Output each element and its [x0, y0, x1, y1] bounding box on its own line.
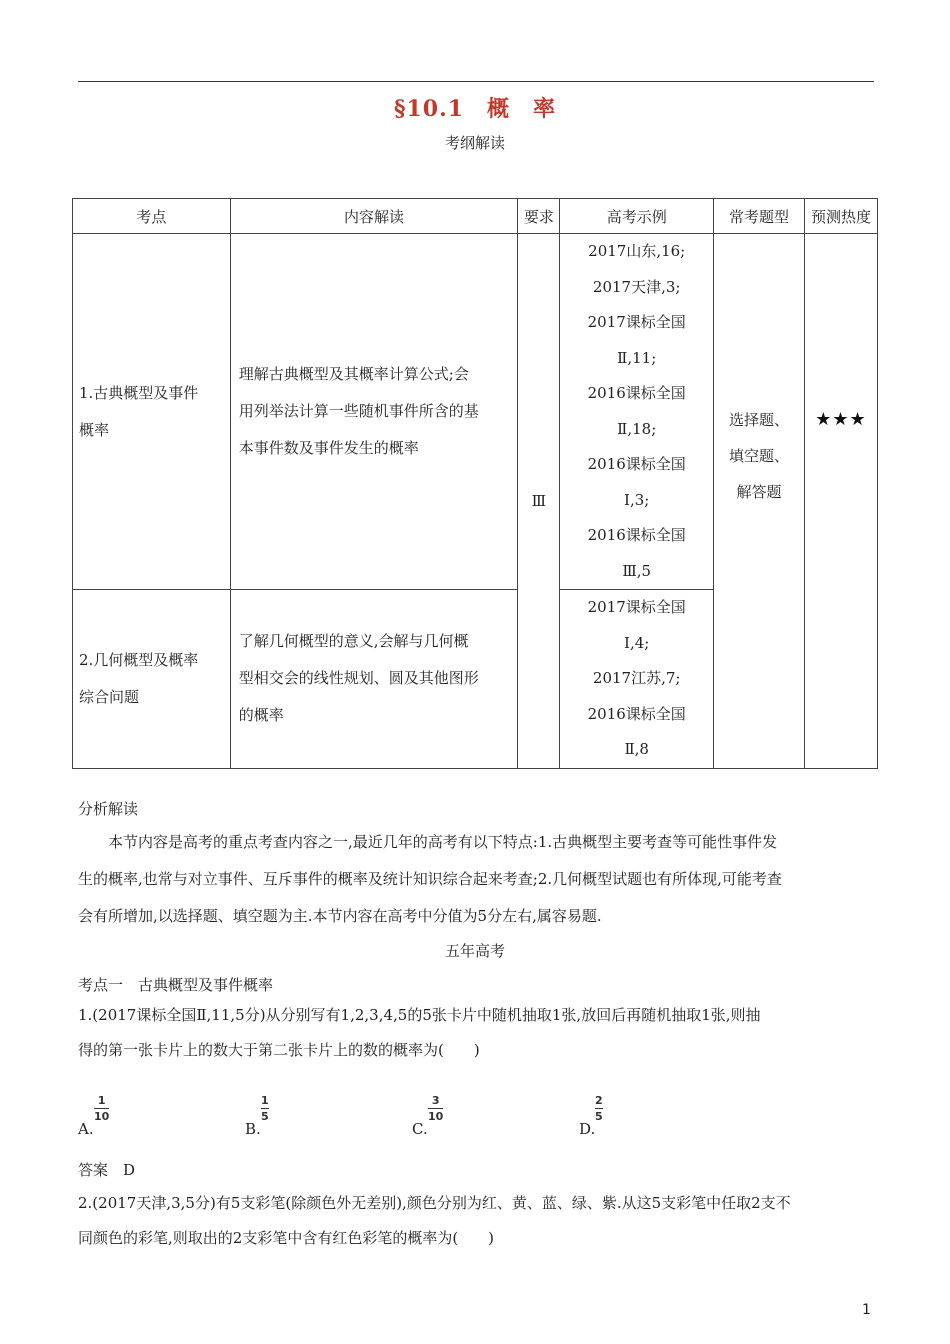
example-line: 2016课标全国 — [587, 526, 686, 544]
description-line: 用列举法计算一些随机事件所含的基 — [238, 402, 479, 420]
topic-line: 2.几何概型及概率 — [79, 650, 199, 669]
top-rule — [78, 81, 874, 82]
fraction-numerator: 1 — [97, 1094, 106, 1107]
description-cell — [230, 234, 518, 590]
examples-cell — [560, 590, 714, 769]
answer-1: 答案 D — [78, 1161, 136, 1179]
question-2 — [78, 1186, 878, 1256]
page-number: 1 — [862, 1302, 871, 1318]
fraction-denominator: 5 — [595, 1110, 603, 1123]
example-line: Ⅰ,4; — [624, 633, 650, 652]
option-label: B. — [245, 1120, 261, 1138]
outline-table — [72, 198, 878, 769]
fraction-numerator: 2 — [595, 1094, 603, 1107]
example-line: 2016课标全国 — [587, 384, 686, 402]
header-examples: 高考示例 — [560, 199, 714, 234]
topic-line: 1.古典概型及事件 — [79, 383, 199, 402]
analysis-line: 会有所增加,以选择题、填空题为主.本节内容在高考中分值为5分左右,属容易题. — [78, 907, 602, 925]
heat-cell — [805, 234, 878, 769]
example-line: Ⅲ,5 — [622, 561, 652, 580]
option-fraction — [428, 1094, 443, 1123]
fraction-bar — [428, 1108, 443, 1109]
option-label: A. — [78, 1120, 94, 1138]
question-line: 2.(2017天津,3,5分)有5支彩笔(除颜色外无差别),颜色分别为红、黄、蓝、绿、紫.从这5支彩笔中任取2支不 — [78, 1194, 791, 1212]
analysis-line: 生的概率,也常与对立事件、互斥事件的概率及统计知识综合起来考查;2.几何概型试题也有所体现,可能考查 — [78, 870, 782, 888]
option-label: D. — [579, 1120, 596, 1138]
example-line: Ⅱ,11; — [617, 348, 657, 367]
question-types-cell — [714, 234, 805, 769]
example-line: Ⅰ,3; — [624, 490, 650, 509]
description-line: 了解几何概型的意义,会解与几何概 — [238, 632, 469, 651]
header-heat: 预测热度 — [805, 199, 878, 234]
question-line: 同颜色的彩笔,则取出的2支彩笔中含有红色彩笔的概率为( ) — [78, 1229, 495, 1247]
examples-cell — [560, 234, 714, 590]
option-fraction — [94, 1094, 109, 1123]
question-line: 1.(2017课标全国Ⅱ,11,5分)从分别写有1,2,3,4,5的5张卡片中随机抽取1张,放回后再随机抽取1张,则抽 — [78, 1006, 761, 1024]
point-label: 考点一 古典概型及事件概率 — [78, 976, 274, 994]
example-line: Ⅱ,18; — [617, 419, 657, 438]
fraction-numerator: 1 — [261, 1094, 269, 1107]
example-line: 2017课标全国 — [587, 598, 686, 616]
option-fraction — [595, 1094, 603, 1123]
question-type-line: 解答题 — [736, 482, 782, 501]
topic-line: 综合问题 — [79, 687, 140, 706]
example-line: 2017山东,16; — [588, 242, 686, 260]
heat-stars: ★★★ — [815, 408, 867, 430]
example-line: 2017江苏,7; — [592, 669, 681, 687]
table-header-row — [73, 199, 878, 234]
header-topic: 考点 — [73, 199, 231, 234]
example-line: 2017课标全国 — [587, 313, 686, 331]
header-question-types: 常考题型 — [714, 199, 805, 234]
example-line: 2016课标全国 — [587, 704, 686, 723]
five-years-heading: 五年高考 — [444, 942, 505, 960]
topic-cell — [73, 234, 231, 590]
table-row — [73, 234, 878, 590]
section-subtitle: 考纲解读 — [444, 134, 505, 152]
option-label: C. — [412, 1120, 428, 1138]
fraction-bar — [94, 1108, 109, 1109]
fraction-denominator: 5 — [261, 1110, 269, 1123]
question-type-line: 填空题、 — [729, 446, 790, 465]
section-title: §10.1 概 率 — [393, 96, 557, 122]
fraction-denominator: 10 — [428, 1110, 444, 1123]
description-line: 型相交会的线性规划、圆及其他图形 — [238, 669, 479, 688]
option-fraction — [261, 1094, 269, 1123]
description-line: 理解古典概型及其概率计算公式;会 — [238, 365, 469, 383]
topic-cell — [73, 590, 231, 769]
fraction-denominator: 10 — [94, 1110, 110, 1123]
analysis-paragraph — [78, 824, 874, 935]
header-description: 内容解读 — [230, 199, 518, 234]
question-type-line: 选择题、 — [729, 410, 790, 429]
analysis-label: 分析解读 — [78, 800, 139, 818]
question-1 — [78, 998, 878, 1068]
description-line: 本事件数及事件发生的概率 — [238, 439, 419, 457]
fraction-bar — [261, 1108, 269, 1109]
fraction-numerator: 3 — [431, 1094, 440, 1107]
description-cell — [230, 590, 518, 769]
example-line: Ⅱ,8 — [624, 740, 649, 758]
requirement-cell: Ⅲ — [518, 234, 560, 769]
description-line: 的概率 — [238, 706, 284, 725]
topic-line: 概率 — [79, 420, 110, 439]
question-line: 得的第一张卡片上的数大于第二张卡片上的数的概率为( ) — [78, 1041, 480, 1059]
analysis-line: 本节内容是高考的重点考查内容之一,最近几年的高考有以下特点:1.古典概型主要考查等可能性事件发 — [108, 833, 778, 851]
example-line: 2017天津,3; — [592, 277, 681, 296]
header-requirement: 要求 — [518, 199, 560, 234]
fraction-bar — [595, 1108, 603, 1109]
example-line: 2016课标全国 — [587, 455, 686, 473]
